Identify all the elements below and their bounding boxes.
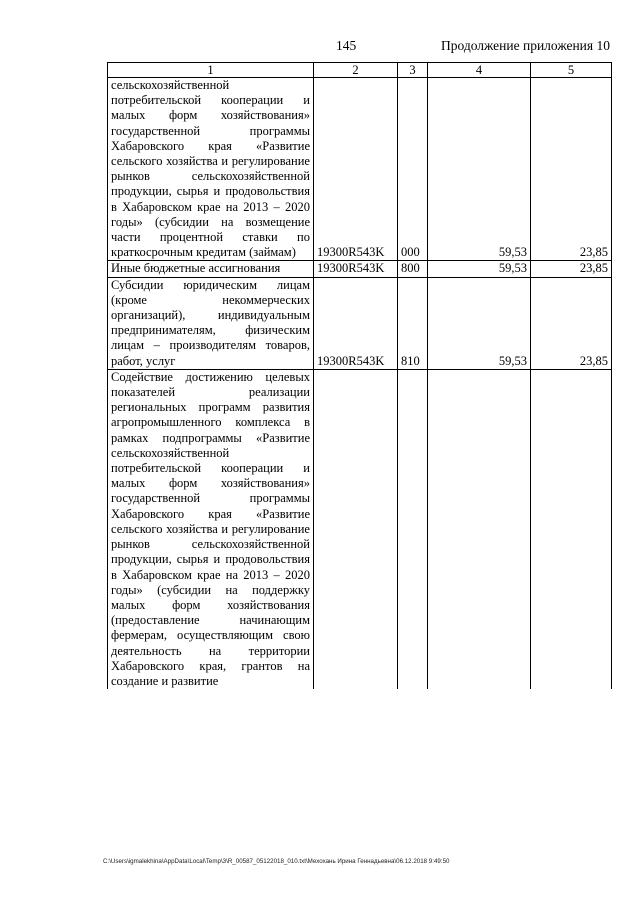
- row-description: Иные бюджетные ассигнования: [108, 261, 314, 277]
- page-header: [0, 38, 640, 58]
- file-path-footer: C:\Users\igmalekhina\AppData\Local\Temp\3\R_00587_05122018_010.txt\Мехохань Ирина Геннадьевна\06.12.2018 9:49:50: [103, 858, 450, 865]
- expense-type-code: 810: [398, 277, 428, 369]
- column-header-5: 5: [531, 63, 612, 78]
- target-article-code: 19300R543K: [314, 261, 398, 277]
- row-description: Содействие достижению целевых показателей реализации региональных программ развития агропромышленного комплекса в рамках подпрограммы «Развитие сельскохозяйственной потребительской кооперации и малых форм хозяйствования» государственной программы Хабаровского края «Развитие сельского хозяйства и регулирование рынков сельскохозяйственной продукции, сырья и продовольствия в Хабаровском крае на 2013 – 2020 годы» (субсидии на поддержку малых форм хозяйствования (предоставление начинающим фермерам, осуществляющим свою деятельность на территории Хабаровского края, грантов на создание и развитие: [108, 369, 314, 689]
- table-row: [108, 261, 612, 277]
- target-article-code: [314, 369, 398, 689]
- expense-type-code: [398, 369, 428, 689]
- amount-col4: 59,53: [428, 78, 531, 261]
- budget-table: [107, 62, 612, 689]
- table-row: [108, 277, 612, 369]
- amount-col5: 23,85: [531, 261, 612, 277]
- expense-type-code: 000: [398, 78, 428, 261]
- column-number-row: [108, 63, 612, 78]
- page-number: 145: [336, 38, 357, 53]
- amount-col4: 59,53: [428, 277, 531, 369]
- amount-col5: 23,85: [531, 78, 612, 261]
- amount-col5: [531, 369, 612, 689]
- column-header-1: 1: [108, 63, 314, 78]
- column-header-2: 2: [314, 63, 398, 78]
- row-description: сельскохозяйственной потребительской кооперации и малых форм хозяйствования» государственной программы Хабаровского края «Развитие сельского хозяйства и регулирование рынков сельскохозяйственной продукции, сырья и продовольствия в Хабаровском крае на 2013 – 2020 годы» (субсидии на возмещение части процентной ставки по краткосрочным кредитам (займам): [108, 78, 314, 261]
- target-article-code: 19300R543K: [314, 277, 398, 369]
- amount-col4: [428, 369, 531, 689]
- amount-col4: 59,53: [428, 261, 531, 277]
- column-header-3: 3: [398, 63, 428, 78]
- target-article-code: 19300R543K: [314, 78, 398, 261]
- amount-col5: 23,85: [531, 277, 612, 369]
- appendix-continuation-label: Продолжение приложения 10: [440, 38, 610, 53]
- column-header-4: 4: [428, 63, 531, 78]
- table-row: [108, 78, 612, 261]
- table-row: [108, 369, 612, 689]
- row-description: Субсидии юридическим лицам (кроме некоммерческих организаций), индивидуальным предпринимателям, физическим лицам – производителям товаров, работ, услуг: [108, 277, 314, 369]
- expense-type-code: 800: [398, 261, 428, 277]
